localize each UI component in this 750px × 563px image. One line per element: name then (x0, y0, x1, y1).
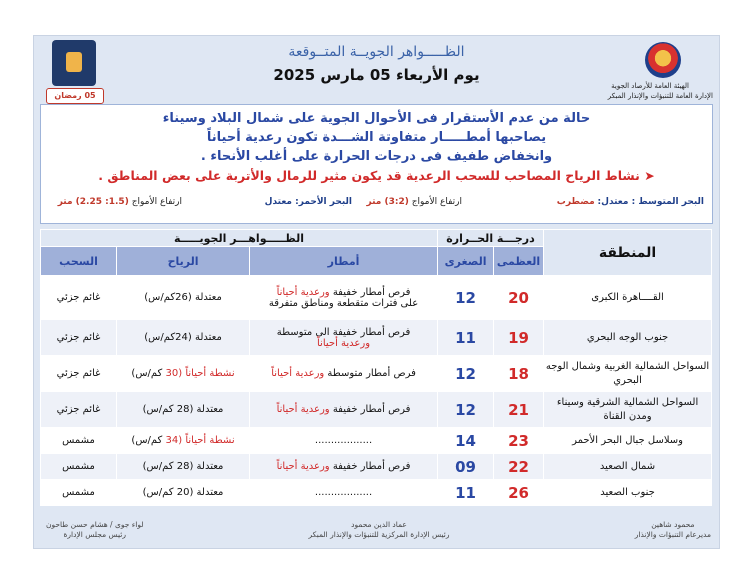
min-temp-cell: 12 (438, 392, 494, 428)
signature-forecast-director: محمود شاهين مديرعام التنبؤات والإنذار (634, 520, 711, 539)
signature-central-director: عماد الدين محمود رئيس الإدارة المركزية للتنبؤات والإنذار المبكر (308, 520, 450, 539)
summary-line-1: حالة من عدم الأستقرار فى الأحوال الجوية على شمال البلاد وسيناء (162, 111, 591, 126)
region-cell: شمال الصعيد (544, 454, 712, 480)
region-cell: جنوب الوجه البحري (544, 320, 712, 356)
table-row (41, 454, 712, 480)
min-temp-cell: 12 (438, 276, 494, 320)
rain-cell: .................. (250, 428, 438, 454)
red-sea-state: البحر الأحمر: معتدل (264, 197, 352, 207)
summary-line-4: ➤ نشاط الرياح المصاحب للسحب الرعدية قد يكون مثير للرمال والأتربة على بعض المناطق . (98, 168, 655, 183)
forecast-date: يوم الأربعاء 05 مارس 2025 (273, 66, 480, 84)
clouds-cell: مشمس (41, 454, 117, 480)
rain-cell: فرص أمطار متوسطة ورعدية أحياناً (250, 356, 438, 392)
min-temp-header: الصغرى (438, 247, 494, 276)
max-temp-cell: 23 (494, 428, 544, 454)
table-row (41, 428, 712, 454)
ramadan-day-badge: 05 رمضان (46, 88, 104, 104)
rain-cell: فرص أمطار خفيفة ورعدية أحياناً (250, 454, 438, 480)
org-name: الهيئة العامة للأرصاد الجوية (611, 82, 689, 90)
wind-cell: معتدلة (28 كم/س) (117, 454, 250, 480)
signature-chairman: لواء جوى / هشام حسن طاحون رئيس مجلس الإدارة (46, 520, 144, 539)
rain-cell: فرص أمطار خفيفة ورعدية أحياناً على فترات متقطعة ومناطق متفرقة (250, 276, 438, 320)
weather-group-header: الظـــــواهـــر الجويـــــة (41, 230, 438, 247)
summary-line-3: وانخفاض طفيف فى درجات الحرارة على أغلب الأنحاء . (200, 149, 553, 164)
clouds-cell: غائم جزئي (41, 276, 117, 320)
wind-cell: معتدلة (28 كم/س) (117, 392, 250, 428)
wind-cell: معتدلة (26كم/س) (117, 276, 250, 320)
min-temp-cell: 11 (438, 320, 494, 356)
forecast-sheet (33, 35, 720, 549)
temperature-group-header: درجـــة الحــرارة (438, 230, 544, 247)
max-temp-cell: 18 (494, 356, 544, 392)
clouds-cell: غائم جزئي (41, 320, 117, 356)
max-temp-cell: 19 (494, 320, 544, 356)
red-sea-waves: ارتفاع الأمواج (1.5: 2.25) متر (57, 197, 182, 207)
region-cell: السواحل الشمالية الشرقية وسيناء ومدن القناة (544, 392, 712, 428)
max-temp-cell: 22 (494, 454, 544, 480)
table-row (41, 320, 712, 356)
med-sea-state: البحر المتوسط : معتدل: مضطرب (556, 197, 704, 207)
region-cell: جنوب الصعيد (544, 480, 712, 506)
clouds-cell: غائم جزئي (41, 392, 117, 428)
clouds-cell: مشمس (41, 480, 117, 506)
rain-cell: فرص أمطار خفيفة الى متوسطة ورعدية أحياناً (250, 320, 438, 356)
region-cell: السواحل الشمالية الغربية وشمال الوجه البحري (544, 356, 712, 392)
rain-cell: .................. (250, 480, 438, 506)
summary-line-2: يصاحبها أمطـــــار متفاوتة الشـــدة تكون رعدية أحياناً (206, 130, 547, 145)
clouds-cell: مشمس (41, 428, 117, 454)
med-sea-waves: ارتفاع الأمواج (3:2) متر (366, 197, 462, 207)
region-cell: القــــاهرة الكبرى (544, 276, 712, 320)
table-row (41, 276, 712, 320)
table-row (41, 392, 712, 428)
page-title: الظـــــواهر الجويــة المتــوقعة (288, 44, 465, 60)
max-temp-cell: 26 (494, 480, 544, 506)
meteorology-logo-icon (645, 42, 681, 78)
min-temp-cell: 09 (438, 454, 494, 480)
region-cell: وسلاسل جبال البحر الأحمر (544, 428, 712, 454)
wind-cell: نشطة أحياناً (34 كم/س) (117, 428, 250, 454)
table-row (41, 480, 712, 506)
summary-box (40, 104, 713, 224)
min-temp-cell: 14 (438, 428, 494, 454)
forecast-table (40, 229, 712, 506)
rain-header: أمطار (250, 247, 438, 276)
wind-cell: معتدلة (24كم/س) (117, 320, 250, 356)
max-temp-cell: 20 (494, 276, 544, 320)
min-temp-cell: 11 (438, 480, 494, 506)
table-row (41, 356, 712, 392)
wind-cell: معتدلة (20 كم/س) (117, 480, 250, 506)
rain-cell: فرص أمطار خفيفة ورعدية أحياناً (250, 392, 438, 428)
arrow-icon: ➤ (639, 168, 655, 183)
wind-cell: نشطة أحياناً (30 كم/س) (117, 356, 250, 392)
region-header: المنطقة (544, 230, 712, 276)
max-temp-cell: 21 (494, 392, 544, 428)
wind-header: الرياح (117, 247, 250, 276)
max-temp-header: العظمى (494, 247, 544, 276)
clouds-header: السحب (41, 247, 117, 276)
org-department: الإدارة العامة للتنبؤات والإنذار المبكر (607, 92, 713, 100)
clouds-cell: غائم جزئي (41, 356, 117, 392)
min-temp-cell: 12 (438, 356, 494, 392)
